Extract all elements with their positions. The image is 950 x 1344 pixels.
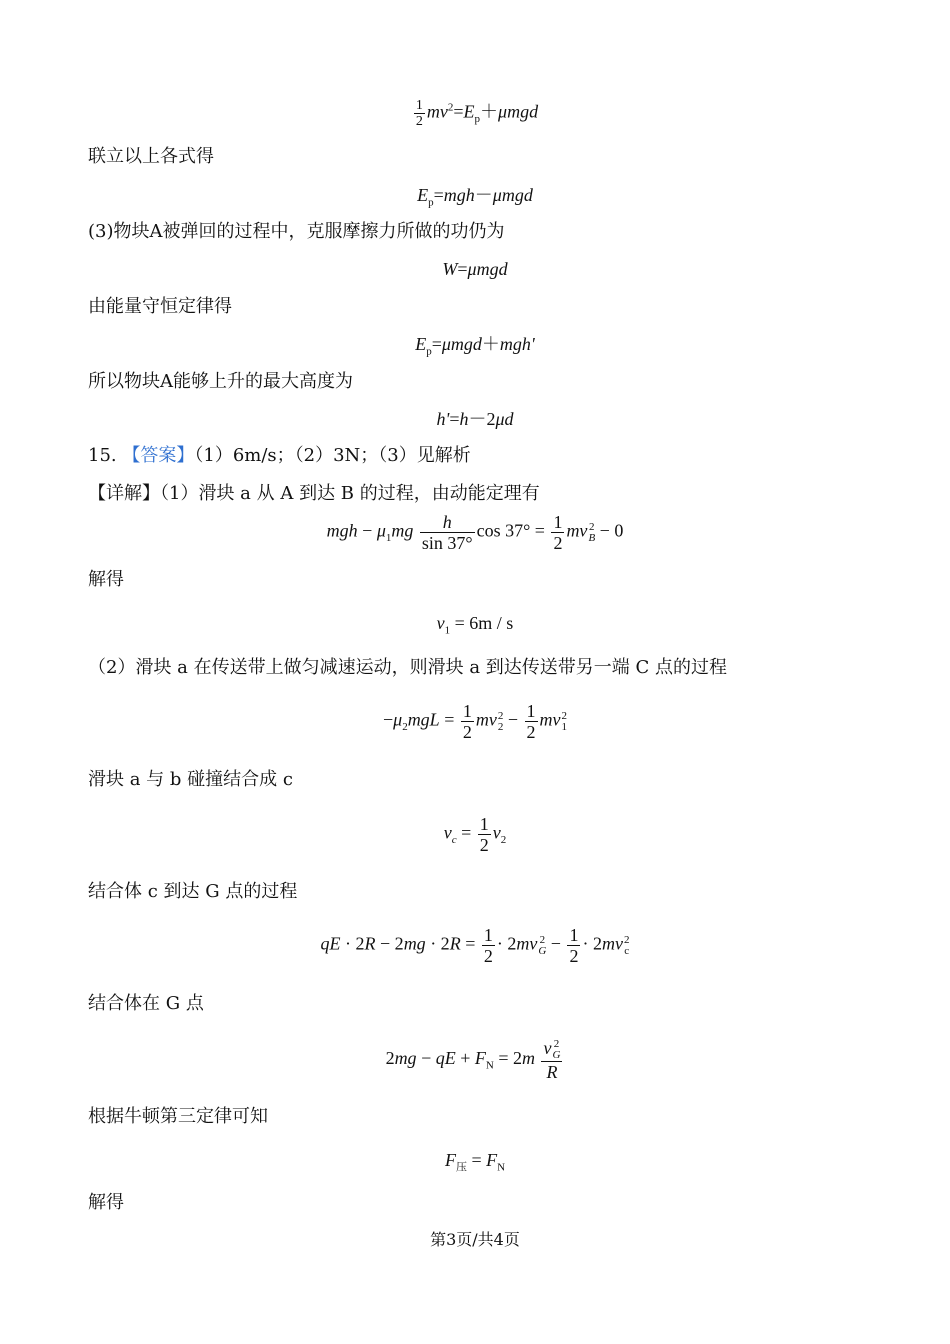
equation-third-law: $F_压 = F_N$	[444, 1150, 506, 1174]
detail-tag: 【详解】	[88, 483, 160, 504]
equation-v1: $v_1 = 6m / s$	[436, 613, 514, 637]
text-line: 滑块 a 与 b 碰撞结合成 c	[88, 769, 293, 790]
answer-tag: 【答案】	[122, 445, 195, 466]
page-footer: 第3页/共4页	[430, 1230, 520, 1249]
text-line: （2）滑块 a 在传送带上做匀减速运动，则滑块 a 到达传送带另一端 C 点的过程	[88, 657, 728, 678]
text-line: 结合体在 G 点	[88, 993, 204, 1014]
equation-energy-2: $E_p=\mu mgd+mgh'$	[415, 334, 535, 358]
equation-work: W=μmgd	[442, 259, 508, 279]
text-line: 解得	[88, 1192, 124, 1213]
question-15-answer	[88, 444, 471, 468]
text-line: 联立以上各式得	[88, 146, 214, 167]
equation-height: h'=h－2μd	[436, 409, 514, 429]
text-line: 解得	[88, 569, 124, 590]
equation-kinetic-theorem: mgh − $\mu_1mg$ $\frac{h}{\sin 37^\circ}$ cos 37° = $\frac{1}{2}$ mv 2 B − 0	[326, 512, 624, 553]
text-line: 结合体 c 到达 G 点的过程	[88, 881, 298, 902]
detail-line	[88, 482, 540, 506]
equation-belt: $-\mu_2mgL$ = $\frac{1}{2}$ mv 2 2 − $\frac{1}{2}$ mv 2 1	[382, 701, 568, 742]
equation-vc: $v_c$ = $\frac{1}{2}$ $v_2$	[443, 814, 507, 855]
text-line: 根据牛顿第三定律可知	[88, 1106, 268, 1127]
equation-to-g: qE · 2R − 2mg · 2R = $\frac{1}{2}$ · 2mv 2 G − $\frac{1}{2}$ · 2mv 2 c	[320, 925, 630, 966]
detail-text: （1）滑块 a 从 A 到达 B 的过程，由动能定理有	[160, 483, 540, 504]
equation-ep: $E_p=mgh-\mu mgd$	[417, 185, 533, 209]
text-line: 由能量守恒定律得	[88, 296, 232, 317]
equation-at-g: 2mg − qE + $F_N = 2m$ v 2 G R	[385, 1037, 561, 1082]
answer-text: （1）6m/s；（2）3N；（3）见解析	[194, 445, 471, 466]
question-number: 15.	[88, 445, 117, 466]
text-line: (3)物块A被弹回的过程中，克服摩擦力所做的功仍为	[88, 221, 505, 242]
text-line: 所以物块A能够上升的最大高度为	[88, 371, 353, 392]
equation-energy-1: $\frac{1}{2}$ $mv^2=E_p+\mu mgd$	[415, 98, 539, 129]
